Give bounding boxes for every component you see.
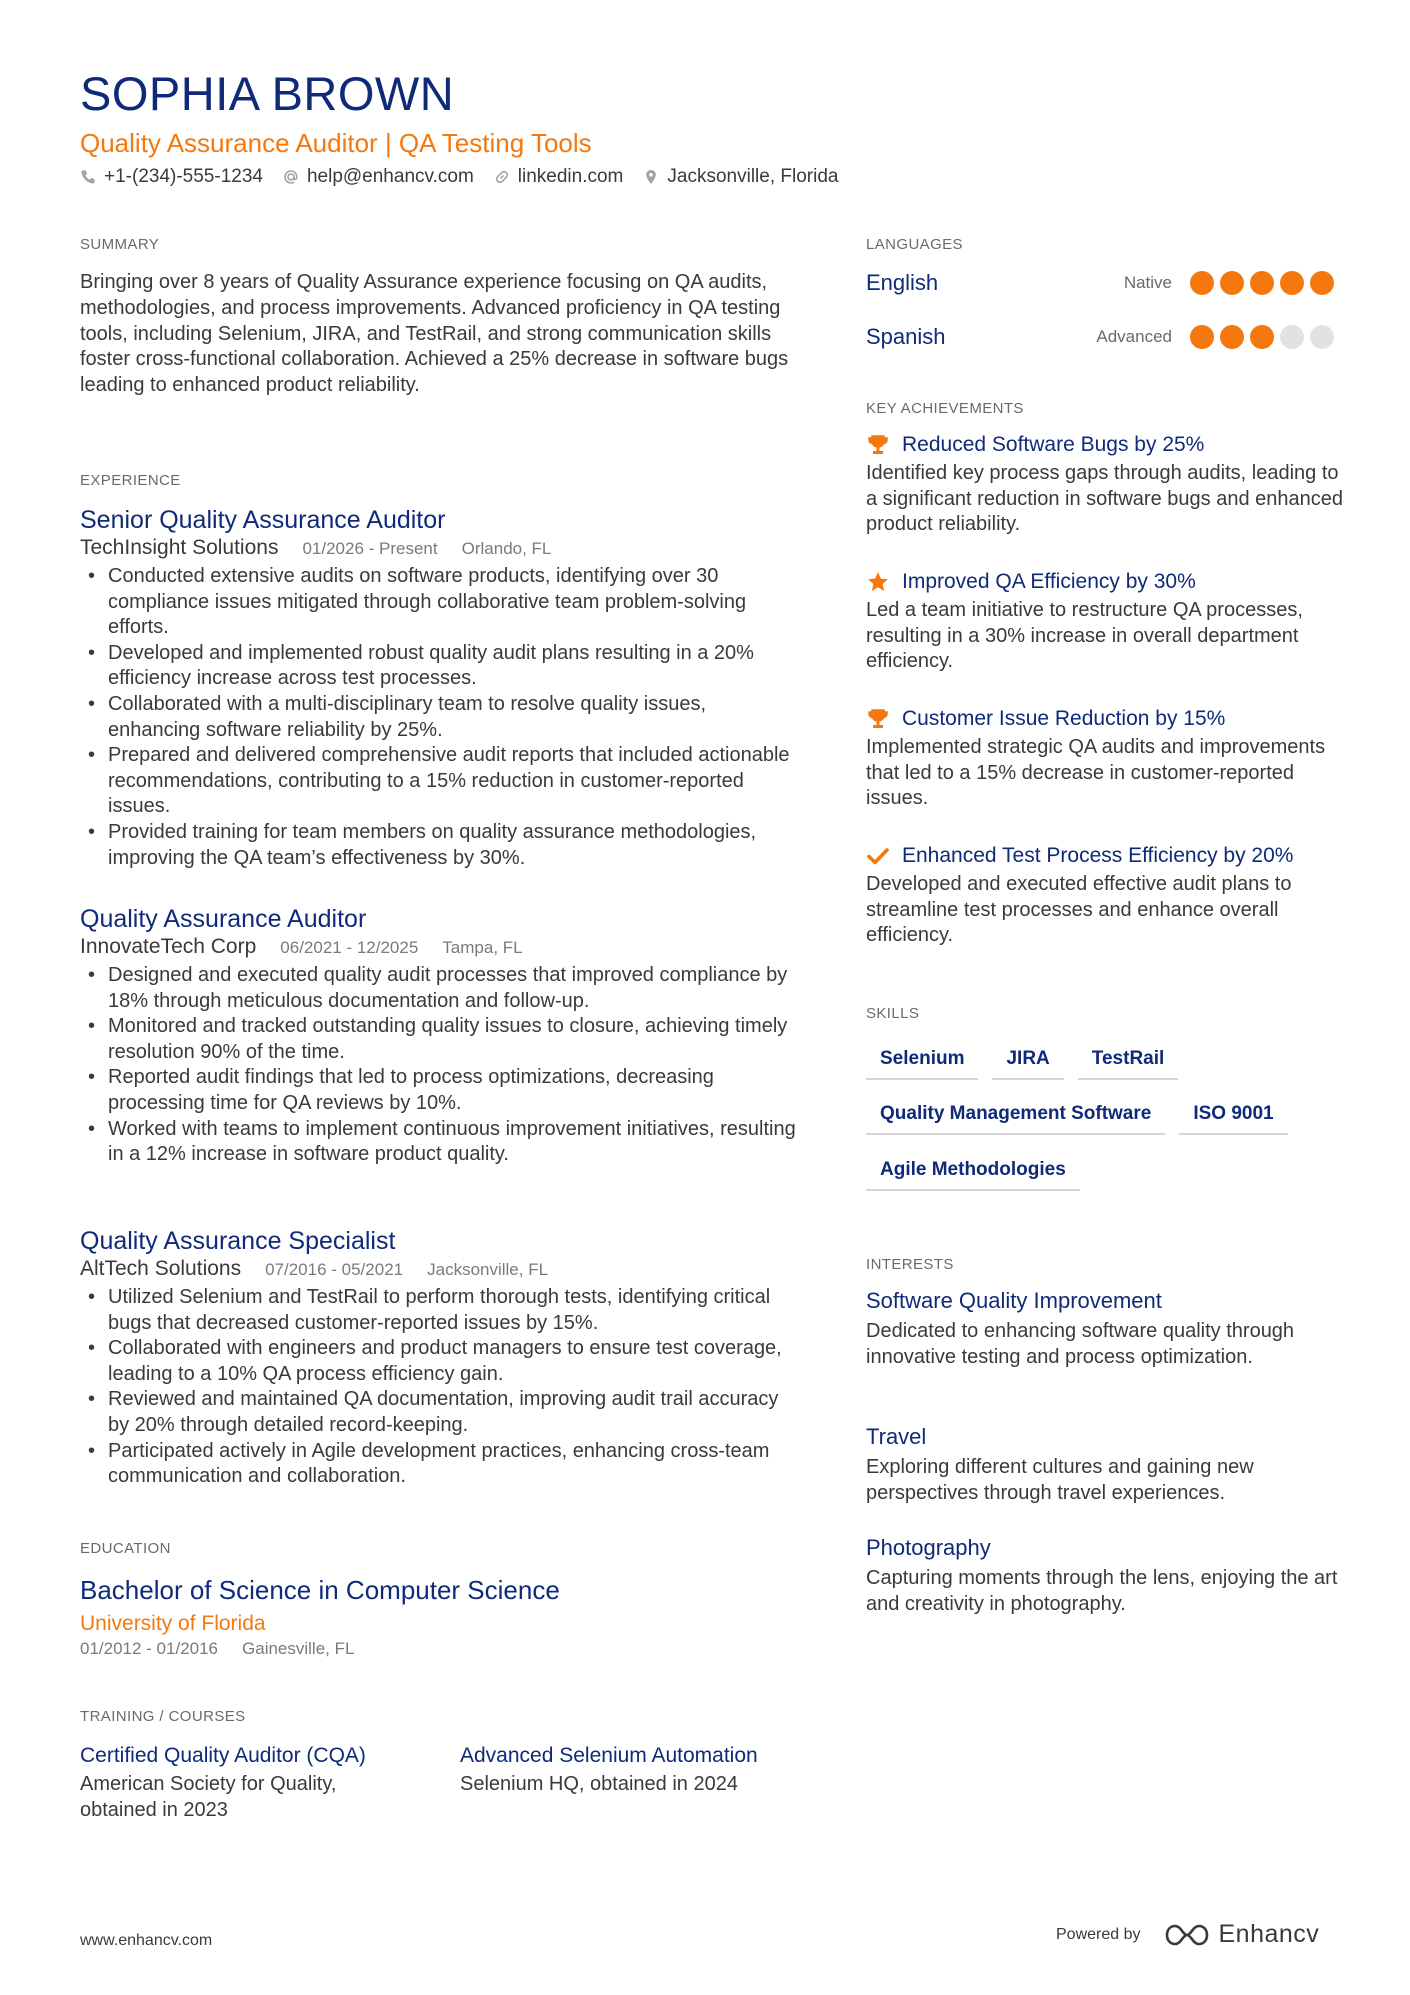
job-bullet: • Monitored and tracked outstanding quality issues to closure, achieving timely resolution 90% of the time. — [80, 1014, 800, 1065]
summary-text: Bringing over 8 years of Quality Assurance experience focusing on QA audits, methodologies, and process improvements. Advanced proficiency in QA testing tools, including Selenium, JIRA, and TestRail, and strong communication skills foster cross-functional collaboration. Achieved a 25% decrease in software bugs leading to enhanced product reliability. — [80, 271, 789, 397]
language-name: English — [866, 270, 939, 295]
interest-desc: Capturing moments through the lens, enjoying the art and creativity in photography. — [866, 1567, 1338, 1615]
job-bullet: • Reported audit findings that led to process optimizations, decreasing processing time for QA reviews by 10%. — [80, 1065, 800, 1116]
experience-section-title: EXPERIENCE — [80, 472, 181, 489]
link-icon — [494, 169, 510, 185]
rating-dot — [1190, 325, 1214, 349]
language-row — [866, 322, 1334, 352]
job-entry — [80, 1226, 800, 1490]
achievement-desc: Developed and executed effective audit plans to streamline test processes and enhance overall efficiency. — [866, 873, 1292, 947]
rating-dot — [1310, 271, 1334, 295]
candidate-headline: Quality Assurance Auditor | QA Testing Tools — [80, 128, 592, 158]
achievement-entry — [866, 844, 1346, 949]
rating-dot — [1280, 271, 1304, 295]
interest-title: Travel — [866, 1424, 927, 1449]
job-entry — [80, 904, 800, 1168]
job-bullet: • Developed and implemented robust quality audit plans resulting in a 20% efficiency increase across test processes. — [80, 641, 800, 692]
language-row — [866, 268, 1334, 298]
job-company: AltTech Solutions — [80, 1257, 242, 1280]
course-entry — [80, 1743, 400, 1823]
job-bullet: • Utilized Selenium and TestRail to perform thorough tests, identifying critical bugs that decreased customer-reported issues by 15%. — [80, 1285, 800, 1336]
education-section-title: EDUCATION — [80, 1540, 171, 1557]
interests-section-title: INTERESTS — [866, 1256, 954, 1273]
language-rating — [1190, 325, 1334, 349]
star-icon — [866, 570, 890, 594]
skills-row — [866, 1044, 1178, 1080]
contact-phone[interactable] — [80, 166, 263, 188]
course-name: Advanced Selenium Automation — [460, 1744, 758, 1767]
contact-linkedin[interactable] — [494, 166, 624, 188]
achievement-title: Enhanced Test Process Efficiency by 20% — [902, 844, 1294, 867]
footer-website[interactable]: www.enhancv.com — [80, 1932, 213, 1949]
footer-branding — [1056, 1920, 1319, 1949]
language-rating — [1190, 271, 1334, 295]
job-bullet: • Reviewed and maintained QA documentation, improving audit trail accuracy by 20% through detailed record-keeping. — [80, 1387, 800, 1438]
job-dates: 07/2016 - 05/2021 — [265, 1260, 404, 1279]
job-bullet: • Participated actively in Agile development practices, enhancing cross-team communication and collaboration. — [80, 1439, 800, 1490]
linkedin-text: linkedin.com — [517, 166, 624, 187]
skill-tag: TestRail — [1078, 1044, 1179, 1080]
achievement-title: Reduced Software Bugs by 25% — [902, 433, 1205, 456]
language-level: Advanced — [1096, 327, 1172, 346]
rating-dot — [1190, 271, 1214, 295]
language-name: Spanish — [866, 324, 946, 349]
skill-tag: JIRA — [992, 1044, 1063, 1080]
job-meta — [80, 536, 800, 560]
phone-text: +1-(234)-555-1234 — [104, 166, 263, 187]
job-location: Tampa, FL — [442, 938, 523, 957]
skill-tag: Agile Methodologies — [866, 1155, 1080, 1191]
job-bullet: • Worked with teams to implement continuous improvement initiatives, resulting in a 12% increase in software product quality. — [80, 1117, 800, 1168]
brand-name: Enhancv — [1218, 1920, 1320, 1948]
skills-section-title: SKILLS — [866, 1005, 920, 1022]
powered-by-text: Powered by — [1056, 1925, 1141, 1943]
skill-tag: Quality Management Software — [866, 1099, 1165, 1135]
rating-dot — [1220, 325, 1244, 349]
achievement-title: Improved QA Efficiency by 30% — [902, 570, 1196, 593]
enhancv-logo-icon — [1163, 1922, 1211, 1948]
education-meta — [80, 1639, 780, 1659]
rating-dot — [1250, 271, 1274, 295]
interest-title: Software Quality Improvement — [866, 1288, 1162, 1313]
job-title: Quality Assurance Specialist — [80, 1227, 396, 1255]
check-icon — [866, 844, 890, 868]
language-level: Native — [1123, 273, 1172, 292]
course-name: Certified Quality Auditor (CQA) — [80, 1744, 366, 1767]
skills-row — [866, 1099, 1288, 1135]
job-bullets — [80, 963, 800, 1168]
achievement-desc: Identified key process gaps through audits, leading to a significant reduction in software bugs and enhanced product reliability. — [866, 462, 1343, 536]
rating-dot — [1280, 325, 1304, 349]
job-bullets — [80, 1285, 800, 1490]
job-dates: 01/2026 - Present — [302, 539, 438, 558]
languages-section-title: LANGUAGES — [866, 236, 963, 253]
job-bullets — [80, 564, 800, 871]
interest-entry — [866, 1288, 1346, 1370]
contact-email[interactable] — [283, 166, 474, 188]
job-title: Quality Assurance Auditor — [80, 905, 367, 933]
course-desc: American Society for Quality, obtained in 2023 — [80, 1773, 337, 1821]
job-title: Senior Quality Assurance Auditor — [80, 506, 446, 534]
location-pin-icon — [643, 169, 659, 185]
education-dates: 01/2012 - 01/2016 — [80, 1639, 219, 1658]
degree-title: Bachelor of Science in Computer Science — [80, 1575, 560, 1605]
interest-entry — [866, 1535, 1346, 1617]
job-location: Orlando, FL — [461, 539, 552, 558]
job-location: Jacksonville, FL — [427, 1260, 549, 1279]
achievement-entry — [866, 570, 1346, 675]
contact-location — [643, 166, 838, 188]
job-entry — [80, 505, 800, 871]
rating-dot — [1250, 325, 1274, 349]
job-bullet: • Collaborated with a multi-disciplinary team to resolve quality issues, enhancing software reliability by 25%. — [80, 692, 800, 743]
interest-desc: Dedicated to enhancing software quality through innovative testing and process optimization. — [866, 1320, 1295, 1368]
job-dates: 06/2021 - 12/2025 — [280, 938, 419, 957]
achievement-desc: Implemented strategic QA audits and improvements that led to a 15% decrease in customer-reported issues. — [866, 736, 1326, 810]
job-bullet: • Conducted extensive audits on software products, identifying over 30 compliance issues mitigated through collaborative team problem-solving efforts. — [80, 564, 800, 641]
email-text: help@enhancv.com — [306, 166, 474, 187]
at-icon — [283, 169, 299, 185]
job-meta — [80, 935, 800, 959]
summary-section-title: SUMMARY — [80, 236, 160, 253]
skill-tag: Selenium — [866, 1044, 978, 1080]
skills-row — [866, 1155, 1080, 1191]
trophy-icon — [866, 433, 890, 457]
interest-desc: Exploring different cultures and gaining new perspectives through travel experiences. — [866, 1456, 1254, 1504]
job-bullet: • Designed and executed quality audit processes that improved compliance by 18% through meticulous documentation and follow-up. — [80, 963, 800, 1014]
enhancv-logo[interactable] — [1163, 1920, 1320, 1949]
education-location: Gainesville, FL — [242, 1639, 355, 1658]
job-bullet: • Collaborated with engineers and product managers to ensure test coverage, leading to a 10% QA process efficiency gain. — [80, 1336, 800, 1387]
education-entry — [80, 1574, 780, 1659]
location-text: Jacksonville, Florida — [667, 166, 839, 187]
interest-entry — [866, 1424, 1346, 1506]
trophy-icon — [866, 707, 890, 731]
rating-dot — [1220, 271, 1244, 295]
school-name: University of Florida — [80, 1612, 266, 1635]
achievement-entry — [866, 433, 1346, 538]
contact-bar — [80, 166, 838, 188]
candidate-name: SOPHIA BROWN — [80, 67, 455, 120]
course-entry — [460, 1743, 790, 1798]
job-bullet: • Provided training for team members on quality assurance methodologies, improving the QA team’s effectiveness by 30%. — [80, 820, 800, 871]
job-company: InnovateTech Corp — [80, 935, 257, 958]
course-desc: Selenium HQ, obtained in 2024 — [460, 1773, 738, 1795]
job-meta — [80, 1257, 800, 1281]
achievement-entry — [866, 707, 1346, 812]
job-company: TechInsight Solutions — [80, 536, 279, 559]
training-section-title: TRAINING / COURSES — [80, 1708, 246, 1725]
achievement-desc: Led a team initiative to restructure QA processes, resulting in a 30% increase in overall department efficiency. — [866, 599, 1303, 673]
phone-icon — [80, 169, 96, 185]
skill-tag: ISO 9001 — [1179, 1099, 1287, 1135]
achievements-section-title: KEY ACHIEVEMENTS — [866, 400, 1024, 417]
rating-dot — [1310, 325, 1334, 349]
interest-title: Photography — [866, 1535, 991, 1560]
achievement-title: Customer Issue Reduction by 15% — [902, 707, 1226, 730]
job-bullet: • Prepared and delivered comprehensive audit reports that included actionable recommendations, contributing to a 15% reduction in customer-reported issues. — [80, 743, 800, 820]
